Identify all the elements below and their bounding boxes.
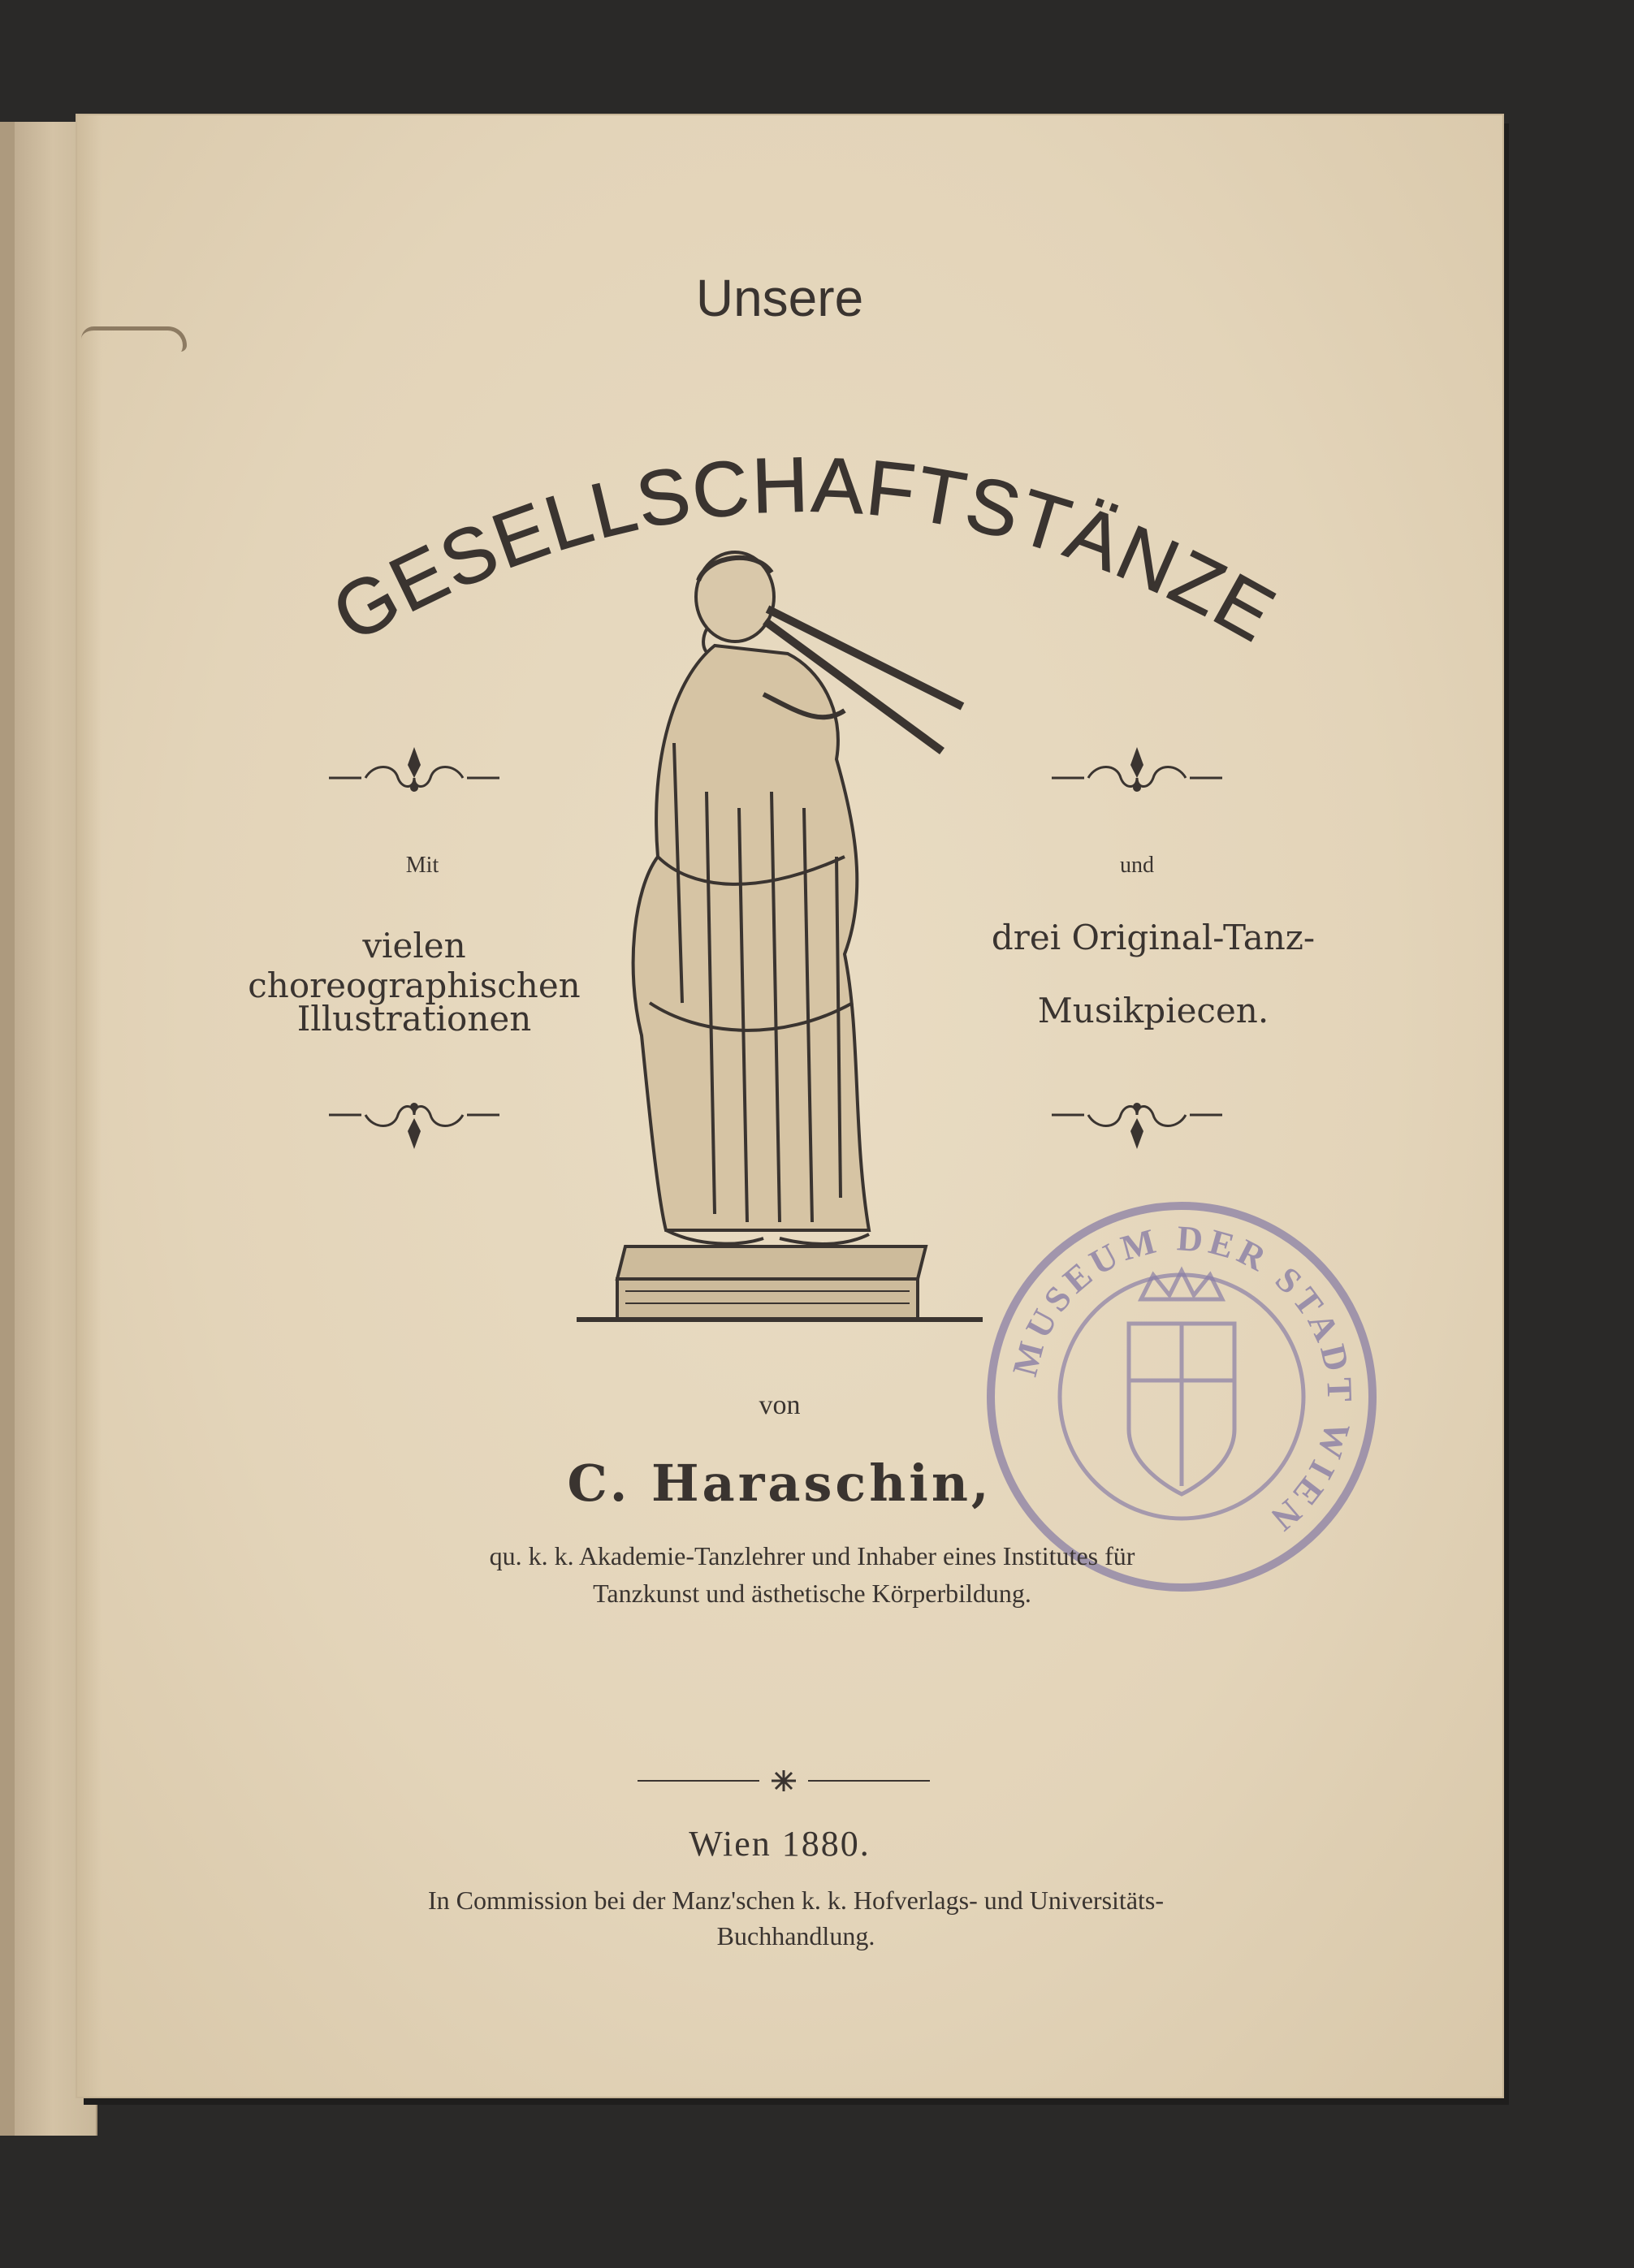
right-block-line3: Musikpiecen. xyxy=(1037,991,1269,1030)
left-block-line3: Illustrationen xyxy=(296,999,532,1039)
ornament-icon xyxy=(1048,739,1226,804)
ornament-icon xyxy=(325,739,504,804)
author-name: C. Haraschin, xyxy=(567,1454,992,1513)
place-year: Wien 1880. xyxy=(689,1824,871,1864)
publisher-line2: Buchhandlung. xyxy=(716,1921,875,1950)
author-description-line2: Tanzkunst und ästhetische Körperbildung. xyxy=(593,1579,1031,1608)
ornament-icon xyxy=(325,1092,504,1157)
left-block-line1: Mit xyxy=(405,853,439,878)
left-block-line2: vielen choreographischen xyxy=(248,926,581,1005)
previous-page-margin xyxy=(0,122,15,2136)
binding-thread xyxy=(81,326,187,352)
main-title-text: GESELLSCHAFTSTÄNZE xyxy=(318,441,1290,659)
right-block-line2: drei Original-Tanz- xyxy=(991,918,1316,957)
page-spine xyxy=(77,115,102,2097)
author-description xyxy=(244,1537,1381,1612)
publisher xyxy=(211,1882,1381,1954)
ornament-icon xyxy=(1048,1092,1226,1157)
statue-illustration-icon xyxy=(577,548,983,1344)
coat-of-arms-icon xyxy=(1129,1271,1234,1494)
right-block-line1: und xyxy=(1120,853,1154,878)
publisher-line1: In Commission bei der Manz'schen k. k. Hofverlags- und Universitäts- xyxy=(427,1886,1165,1915)
title-pre: Unsere xyxy=(695,269,864,327)
star-divider-icon xyxy=(638,1769,930,1793)
byline-von: von xyxy=(759,1390,801,1420)
author-description-line1: qu. k. k. Akademie-Tanzlehrer und Inhaber eines Institutes für xyxy=(489,1541,1135,1570)
stamp-text: MUSEUM DER STADT WIEN xyxy=(1005,1218,1360,1542)
